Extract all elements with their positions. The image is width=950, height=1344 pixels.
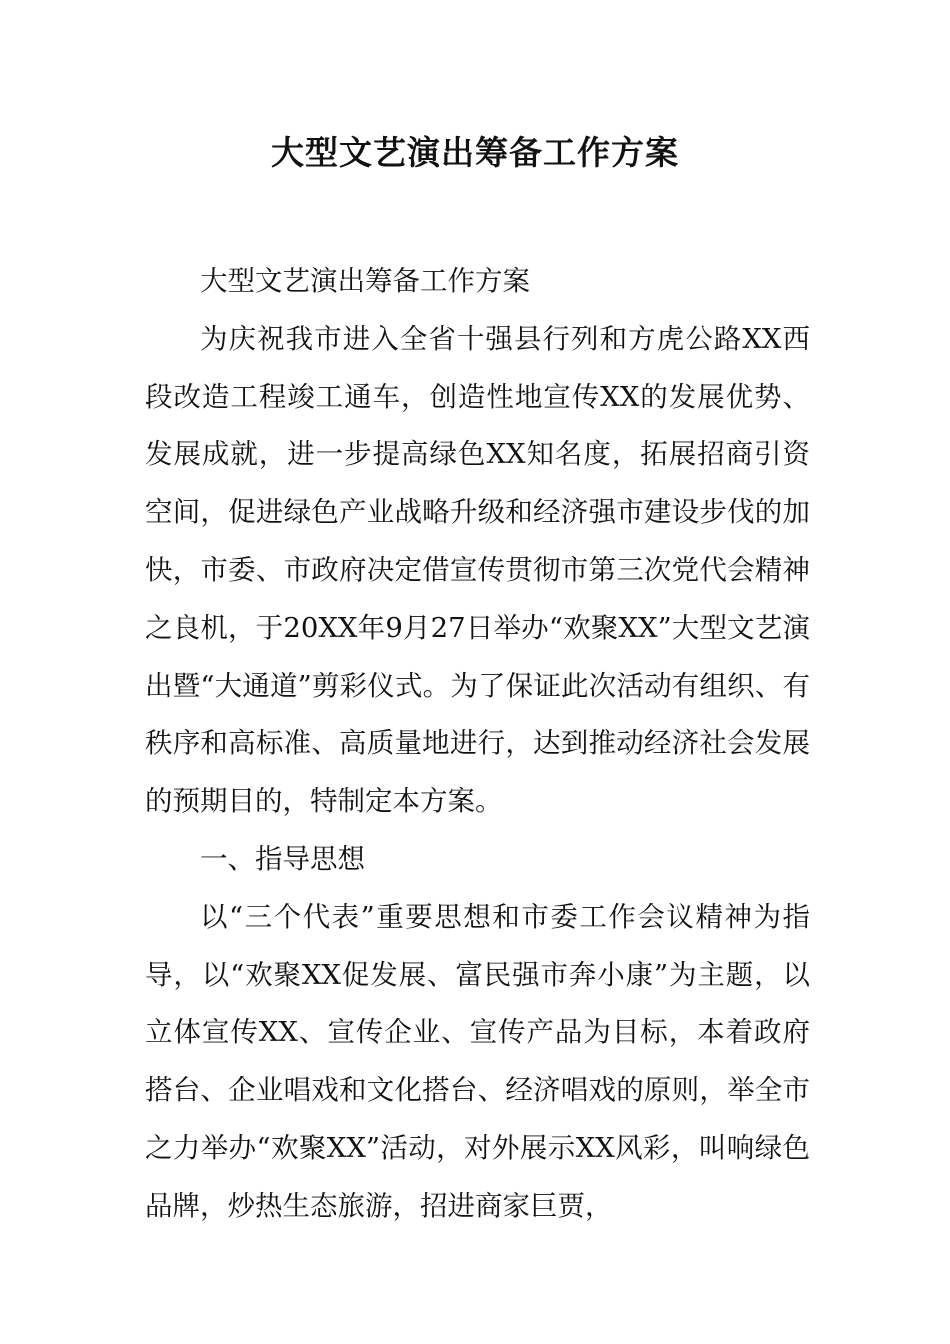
paragraph-intro: 为庆祝我市进入全省十强县行列和方虎公路XX西段改造工程竣工通车，创造性地宣传XX的发展优势、发展成就，进一步提高绿色XX知名度，拓展招商引资空间，促进绿色产业战略升级和经济强市建设步伐的加快，市委、市政府决定借宣传贯彻市第三次党代会精神之良机，于20XX年9月27日举办“欢聚XX”大型文艺演出暨“大通道”剪彩仪式。为了保证此次活动有组织、有秩序和高标准、高质量地进行，达到推动经济社会发展的预期目的，特制定本方案。 (145, 322, 810, 818)
paragraph-subtitle: 大型文艺演出筹备工作方案 (200, 265, 530, 297)
document-title: 大型文艺演出筹备工作方案 (271, 133, 679, 172)
document-body (145, 253, 810, 1236)
paragraph-guiding-ideology: 以“三个代表”重要思想和市委工作会议精神为指导，以“欢聚XX促发展、富民强市奔小康”为主题，以立体宣传XX、宣传企业、宣传产品为目标，本着政府搭台、企业唱戏和文化搭台、经济唱戏的原则，举全市之力举办“欢聚XX”活动，对外展示XX风彩，叫响绿色品牌，炒热生态旅游，招进商家巨贾， (145, 900, 810, 1222)
section-heading-guiding-ideology: 一、指导思想 (200, 842, 365, 875)
